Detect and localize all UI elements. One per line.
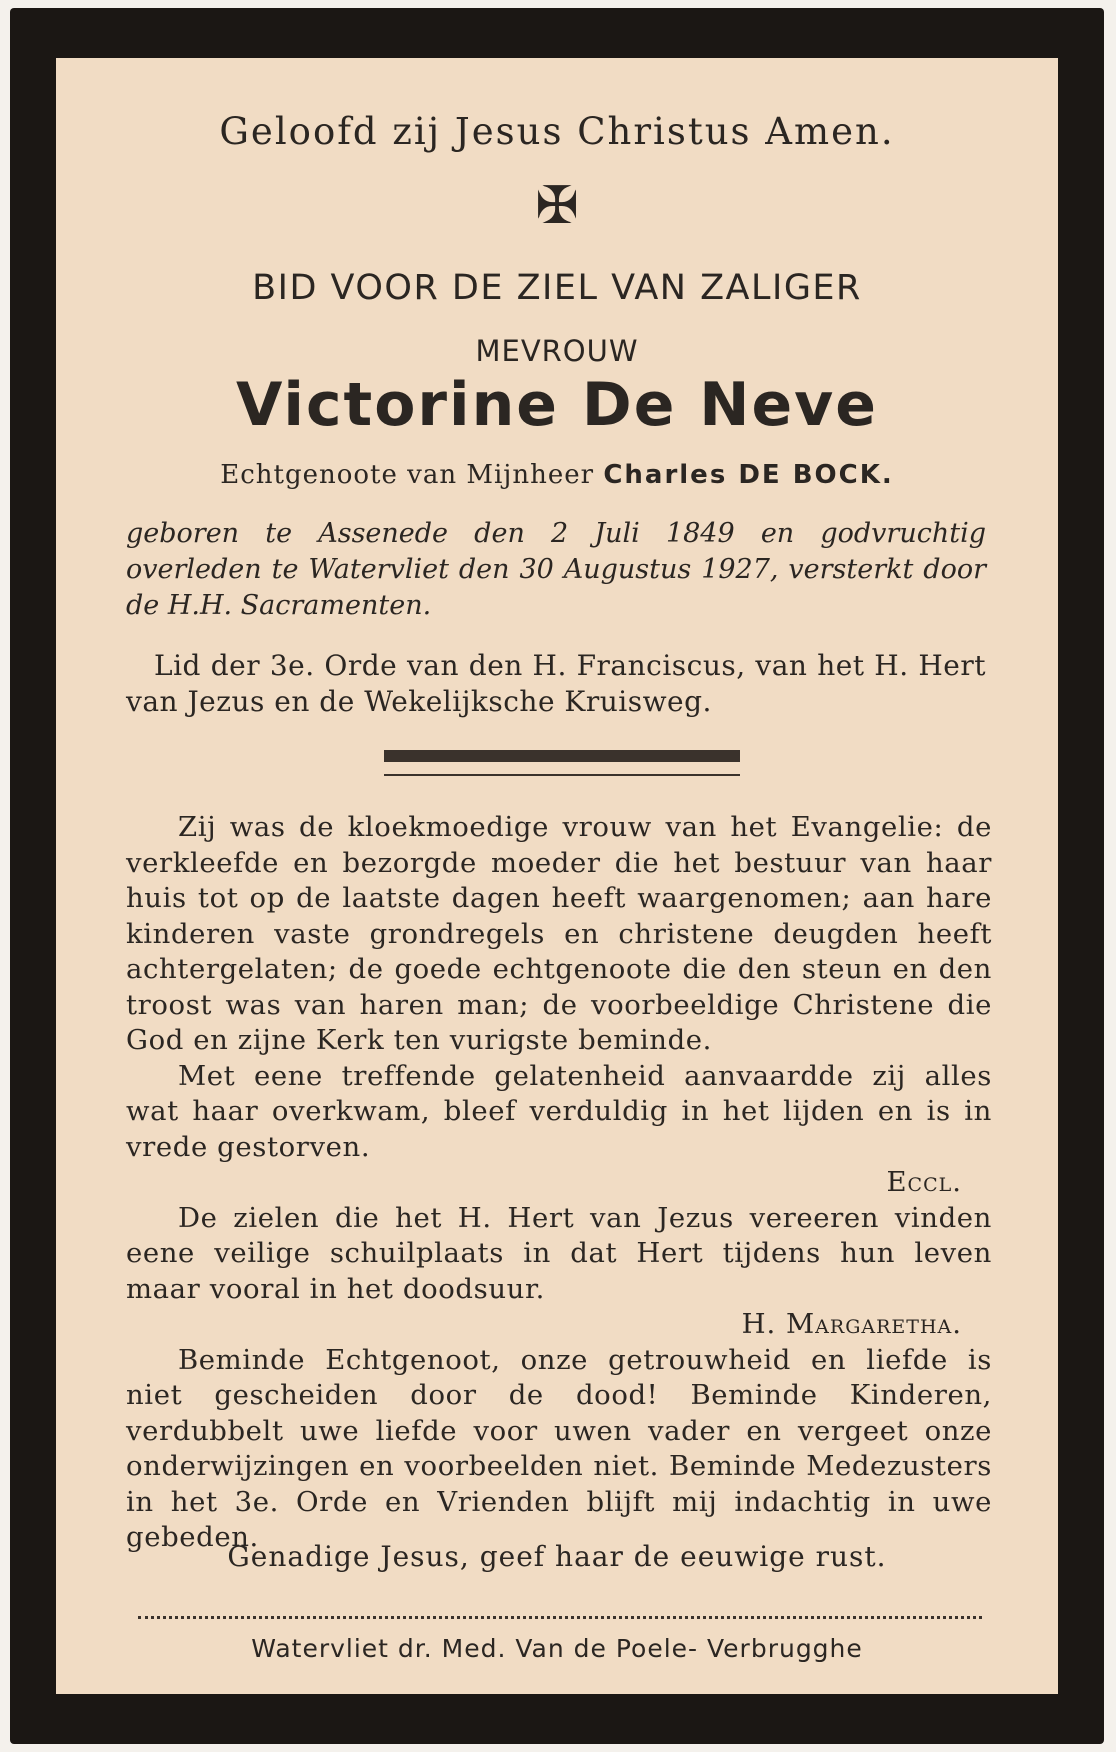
body-text	[126, 810, 992, 1556]
spouse-name: Charles DE BOCK.	[603, 460, 894, 490]
memorial-card	[10, 8, 1104, 1744]
title-line: MEVROUW	[475, 334, 639, 368]
thin-divider	[384, 774, 740, 776]
paragraph-2: Met eene treffende gelatenheid aanvaardde zij alles wat haar overkwam, bleef verduldig in het lijden en is in vrede gestorven.	[126, 1059, 992, 1163]
spouse-prefix: Echtgenoote van Mijnheer	[220, 460, 604, 490]
paragraph-3: De zielen die het H. Hert van Jezus vereeren vinden eene veilige schuilplaats in dat Hert tijdens hun leven maar vooral in het doodsuur.	[126, 1201, 992, 1305]
heading: Geloofd zij Jesus Christus Amen.	[219, 110, 895, 153]
dotted-divider	[138, 1616, 982, 1619]
card-paper	[56, 58, 1058, 1694]
dates-paragraph: geboren te Assenede den 2 Juli 1849 en godvruchtig overleden te Watervliet den 30 Augustus 1927, versterkt door de H.H. Sacramenten.	[126, 518, 986, 621]
closing-prayer: Genadige Jesus, geef haar de eeuwige rust.	[227, 1540, 887, 1573]
source-eccl: Eccl.	[886, 1166, 962, 1198]
intro-line: BID VOOR DE ZIEL VAN ZALIGER	[252, 268, 862, 308]
membership-paragraph: Lid der 3e. Orde van den H. Franciscus, van het H. Hert van Jezus en de Wekelijksche Kruisweg.	[126, 649, 986, 718]
source-margaretha: H. Margaretha.	[741, 1308, 962, 1340]
deceased-name: Victorine De Neve	[236, 370, 878, 440]
paragraph-4: Beminde Echtgenoot, onze getrouwheid en liefde is niet gescheiden door de dood! Beminde Kinderen, verdubbelt uwe liefde voor uwen vader en vergeet onze onderwijzingen en voorbeelden niet. Beminde Medezusters in het 3e. Orde en Vrienden blijft mij indachtig in uwe gebeden.	[126, 1343, 992, 1553]
cross-icon: ✠	[535, 176, 579, 236]
spouse-line	[56, 460, 1058, 490]
thick-divider	[384, 750, 740, 762]
printer-line: Watervliet dr. Med. Van de Poele- Verbrugghe	[251, 1634, 863, 1663]
paragraph-1: Zij was de kloekmoedige vrouw van het Evangelie: de verkleefde en bezorgde moeder die het bestuur van haar huis tot op de laatste dagen heeft waargenomen; aan hare kinderen vaste grondregels en christene deugden heeft achtergelaten; de goede echtgenoote die den steun en den troost was van haren man; de voorbeeldige Christene die God en zijne Kerk ten vurigste beminde.	[126, 811, 992, 1056]
